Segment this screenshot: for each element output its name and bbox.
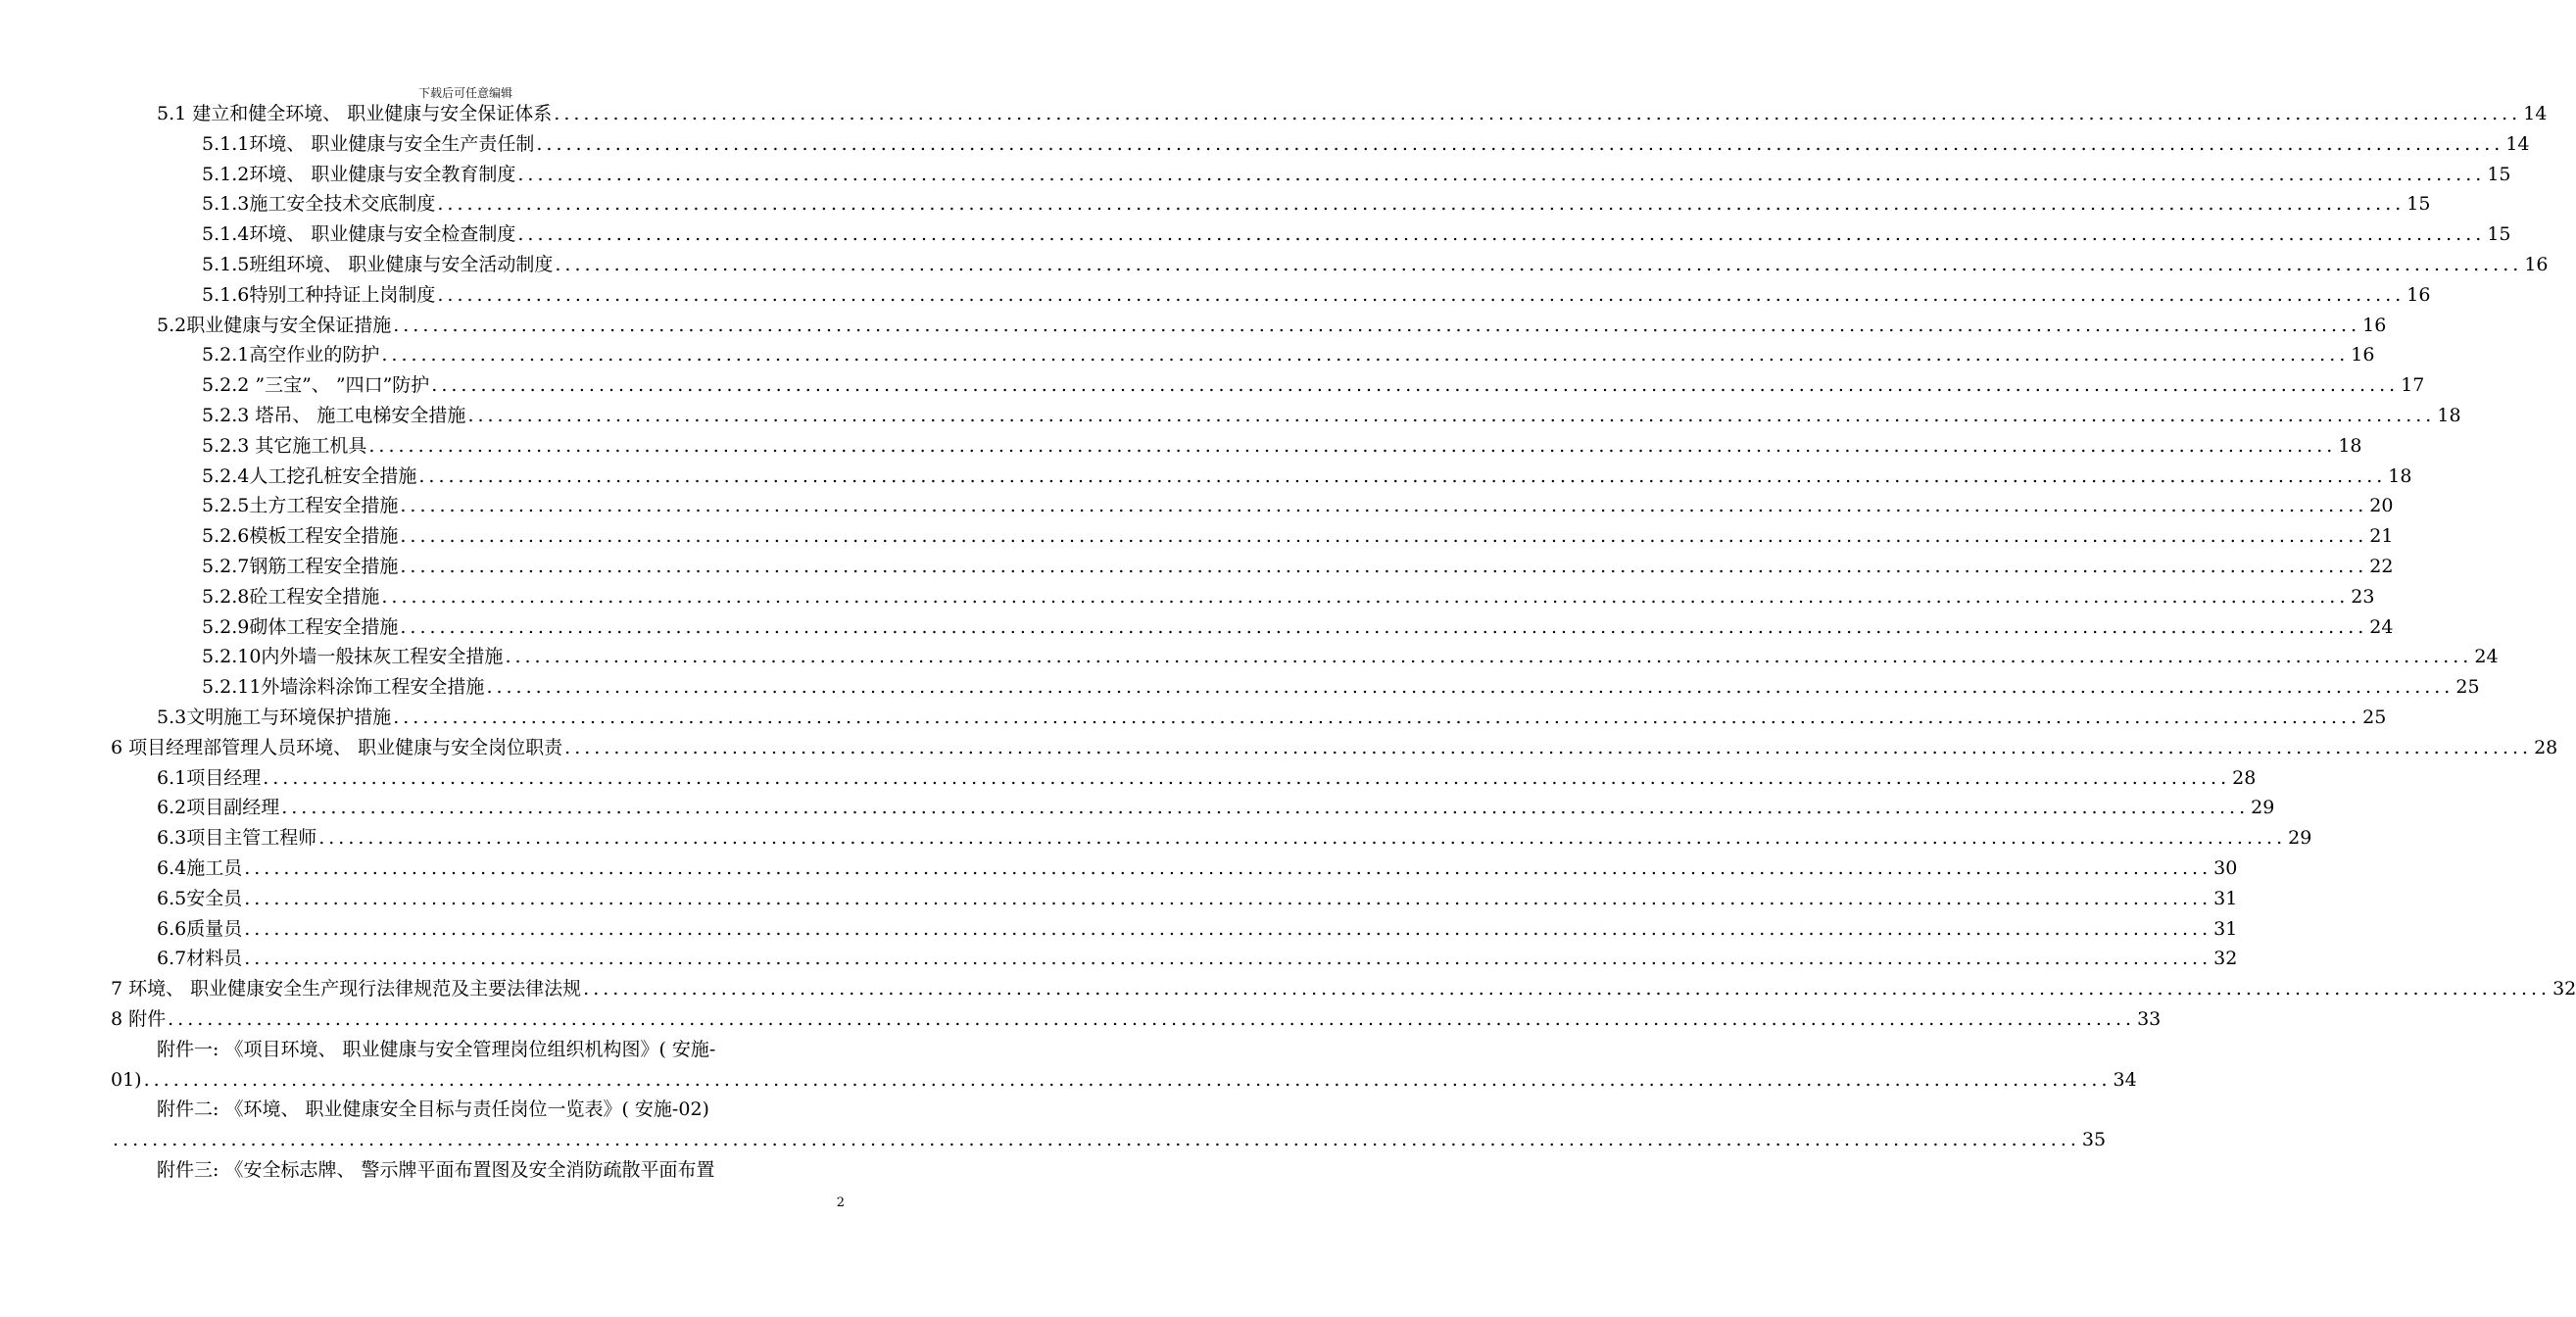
toc-label: 5.2.7钢筋工程安全措施 — [202, 556, 399, 577]
dot-leader: ........................................................................................................................................................................................................ — [143, 1068, 2112, 1091]
dot-leader: ........................................................................................................................................................................................................ — [554, 103, 2522, 124]
toc-entry[interactable] — [202, 280, 2431, 311]
toc-page-number: 25 — [2362, 707, 2387, 728]
toc-entry[interactable] — [202, 189, 2431, 220]
toc-entry[interactable] — [157, 914, 2238, 945]
page-number: 2 — [836, 1195, 845, 1210]
toc-entry[interactable] — [202, 431, 2362, 462]
toc-page-number: 24 — [2369, 615, 2394, 638]
toc-page-number: 31 — [2213, 917, 2238, 940]
dot-leader: ........................................................................................................................................................................................................ — [564, 736, 2533, 758]
dot-leader: ........................................................................................................................................................................................................ — [467, 405, 2436, 426]
dot-leader: ........................................................................................................................................................................................................ — [437, 283, 2406, 306]
toc-entry[interactable] — [202, 370, 2425, 401]
toc-entry[interactable] — [157, 793, 2275, 823]
appendix-2-line-1: 附件二: 《环境、 职业健康安全目标与责任岗位一览表》( 安施-02) — [157, 1098, 709, 1121]
toc-label: 5.1 建立和健全环境、 职业健康与安全保证体系 — [157, 103, 553, 124]
toc-entry[interactable] — [202, 250, 2549, 280]
toc-label: 8 附件 — [111, 1008, 167, 1030]
dot-leader: ........................................................................................................................................................................................................ — [517, 223, 2486, 246]
dot-leader: ........................................................................................................................................................................................................ — [244, 948, 2212, 970]
toc-entry[interactable] — [202, 160, 2511, 190]
toc-label: 6.3项目主管工程师 — [157, 827, 317, 850]
toc-page-number: 32 — [2552, 978, 2576, 1000]
dot-leader: ........................................................................................................................................................................................................ — [244, 917, 2212, 940]
toc-label: 6 项目经理部管理人员环境、 职业健康与安全岗位职责 — [111, 736, 563, 758]
dot-leader: ........................................................................................................................................................................................................ — [381, 585, 2350, 608]
toc-entry[interactable] — [157, 311, 2387, 341]
toc-page-number: 15 — [2406, 193, 2431, 216]
toc-entry[interactable] — [202, 462, 2412, 492]
toc-page-number: 24 — [2474, 646, 2499, 668]
dot-leader: ........................................................................................................................................................................................................ — [486, 676, 2454, 699]
toc-label: 5.1.5班组环境、 职业健康与安全活动制度 — [202, 254, 554, 275]
toc-label: 5.2.1高空作业的防护 — [202, 344, 380, 366]
dot-leader: ........................................................................................................................................................................................................ — [400, 615, 2368, 638]
dot-leader: ........................................................................................................................................................................................................ — [393, 314, 2361, 336]
toc-label: 5.2.6模板工程安全措施 — [202, 525, 399, 548]
toc-page-number: 25 — [2455, 676, 2480, 699]
dot-leader: ........................................................................................................................................................................................................ — [400, 495, 2368, 517]
toc-page-number: 15 — [2487, 223, 2511, 246]
toc-label: 5.2.8砼工程安全措施 — [202, 585, 380, 608]
toc-label: 5.2.4人工挖孔桩安全措施 — [202, 464, 417, 487]
toc-page-number: 29 — [2288, 827, 2312, 850]
dot-leader: ........................................................................................................................................................................................................ — [368, 434, 2337, 457]
toc-entry[interactable] — [202, 129, 2530, 160]
toc-page-number: 17 — [2401, 374, 2425, 397]
toc-label: 5.2.11外墙涂料涂饰工程安全措施 — [202, 676, 485, 699]
toc-page-number: 30 — [2213, 857, 2238, 879]
toc-page-number: 18 — [2338, 434, 2362, 457]
toc-page-number: 33 — [2137, 1008, 2162, 1030]
toc-entry[interactable] — [157, 884, 2238, 914]
toc-label: 5.1.1环境、 职业健康与安全生产责任制 — [202, 132, 535, 155]
toc-page-number: 34 — [2113, 1068, 2137, 1091]
dot-leader: ........................................................................................................................................................................................................ — [437, 193, 2406, 216]
toc-page-number: 14 — [2505, 132, 2530, 155]
toc-label: 5.2.3 其它施工机具 — [202, 434, 367, 457]
appendix-3-line-1: 附件三: 《安全标志牌、 警示牌平面布置图及安全消防疏散平面布置 — [157, 1159, 715, 1181]
dot-leader: ........................................................................................................................................................................................................ — [263, 766, 2231, 789]
toc-label: 6.7材料员 — [157, 948, 243, 970]
toc-page-number: 21 — [2369, 525, 2394, 548]
dot-leader: ........................................................................................................................................................................................................ — [400, 525, 2368, 548]
appendix-1-line-1: 附件一: 《项目环境、 职业健康与安全管理岗位组织机构图》( 安施- — [157, 1038, 716, 1060]
toc-page-number: 35 — [2081, 1129, 2107, 1151]
toc-entry[interactable] — [202, 401, 2461, 431]
toc-label: 5.1.4环境、 职业健康与安全检查制度 — [202, 223, 516, 246]
toc-entry[interactable] — [111, 974, 2576, 1004]
toc-entry[interactable] — [111, 733, 2558, 763]
dot-leader: ........................................................................................................................................................................................................ — [583, 978, 2552, 1000]
dot-leader: ........................................................................................................................................................................................................ — [244, 887, 2212, 909]
dot-leader: ........................................................................................................................................................................................................ — [505, 646, 2473, 668]
appendix-1-line-2 — [111, 1065, 2137, 1096]
dot-leader: ........................................................................................................................................................................................................ — [281, 797, 2250, 819]
toc-entry[interactable] — [111, 1004, 2162, 1035]
toc-label: 5.3文明施工与环境保护措施 — [157, 707, 392, 728]
toc-label: 6.4施工员 — [157, 857, 243, 879]
toc-entry[interactable] — [202, 340, 2375, 370]
toc-label: 7 环境、 职业健康安全生产现行法律规范及主要法律法规 — [111, 978, 582, 1000]
toc-page-number: 28 — [2232, 766, 2257, 789]
toc-entry[interactable] — [202, 582, 2375, 612]
toc-page-number: 28 — [2534, 736, 2558, 758]
toc-page-number: 18 — [2437, 405, 2461, 426]
toc-label: 5.2职业健康与安全保证措施 — [157, 314, 392, 336]
toc-entry[interactable] — [202, 612, 2394, 643]
toc-page-number: 18 — [2388, 464, 2412, 487]
dot-leader: ........................................................................................................................................................................................................ — [381, 344, 2350, 366]
toc-entry[interactable] — [202, 642, 2499, 672]
toc-page-number: 23 — [2351, 585, 2375, 608]
toc-entry[interactable] — [202, 491, 2394, 521]
toc-entry[interactable] — [157, 763, 2257, 794]
dot-leader: ........................................................................................................................................................................................................ — [517, 163, 2486, 185]
toc-entry[interactable] — [157, 944, 2238, 974]
dot-leader: ........................................................................................................................................................................................................ — [555, 254, 2523, 275]
header-note: 下载后可任意编辑 — [417, 86, 512, 100]
toc-label: 5.1.6特别工种持证上岗制度 — [202, 283, 436, 306]
toc-page-number: 20 — [2369, 495, 2394, 517]
toc-entry[interactable] — [202, 220, 2511, 250]
toc-page-number: 22 — [2369, 556, 2394, 577]
toc-label: 5.2.2 ”三宝”、 ”四口”防护 — [202, 374, 430, 397]
toc-page-number: 32 — [2213, 948, 2238, 970]
toc-entry[interactable] — [157, 703, 2387, 733]
toc-label: 5.2.9砌体工程安全措施 — [202, 615, 399, 638]
dot-leader: ........................................................................................................................................................................................................ — [113, 1129, 2080, 1151]
toc-label: 5.2.10内外墙一般抹灰工程安全措施 — [202, 646, 504, 668]
toc-label: 6.2项目副经理 — [157, 797, 280, 819]
toc-entry[interactable] — [202, 521, 2394, 552]
toc-entry[interactable] — [202, 552, 2394, 582]
toc-page-number: 31 — [2213, 887, 2238, 909]
appendix-2-line-2 — [111, 1125, 2107, 1155]
dot-leader: ........................................................................................................................................................................................................ — [168, 1008, 2136, 1030]
toc-label: 6.1项目经理 — [157, 766, 262, 789]
toc-label: 6.5安全员 — [157, 887, 243, 909]
dot-leader: ........................................................................................................................................................................................................ — [536, 132, 2504, 155]
toc-page-number: 15 — [2487, 163, 2511, 185]
dot-leader: ........................................................................................................................................................................................................ — [393, 707, 2361, 728]
toc-entry[interactable] — [157, 99, 2548, 129]
toc-page-number: 16 — [2362, 314, 2387, 336]
toc-page-number: 16 — [2351, 344, 2375, 366]
toc-page-number: 16 — [2406, 283, 2431, 306]
dot-leader: ........................................................................................................................................................................................................ — [318, 827, 2287, 850]
toc-label: 5.2.3 塔吊、 施工电梯安全措施 — [202, 405, 466, 426]
toc-entry[interactable] — [157, 823, 2312, 854]
dot-leader: ........................................................................................................................................................................................................ — [418, 464, 2387, 487]
toc-entry[interactable] — [202, 672, 2480, 703]
toc-label: 6.6质量员 — [157, 917, 243, 940]
dot-leader: ........................................................................................................................................................................................................ — [431, 374, 2400, 397]
toc-page-number: 14 — [2523, 103, 2548, 124]
toc-label: 5.1.3施工安全技术交底制度 — [202, 193, 436, 216]
dot-leader: ........................................................................................................................................................................................................ — [400, 556, 2368, 577]
toc-page-number: 29 — [2251, 797, 2275, 819]
toc-label: 5.2.5土方工程安全措施 — [202, 495, 399, 517]
toc-label: 01) — [111, 1068, 142, 1091]
toc-label: 5.1.2环境、 职业健康与安全教育制度 — [202, 163, 516, 185]
toc-page-number: 16 — [2524, 254, 2549, 275]
dot-leader: ........................................................................................................................................................................................................ — [244, 857, 2212, 879]
toc-entry[interactable] — [157, 854, 2238, 884]
